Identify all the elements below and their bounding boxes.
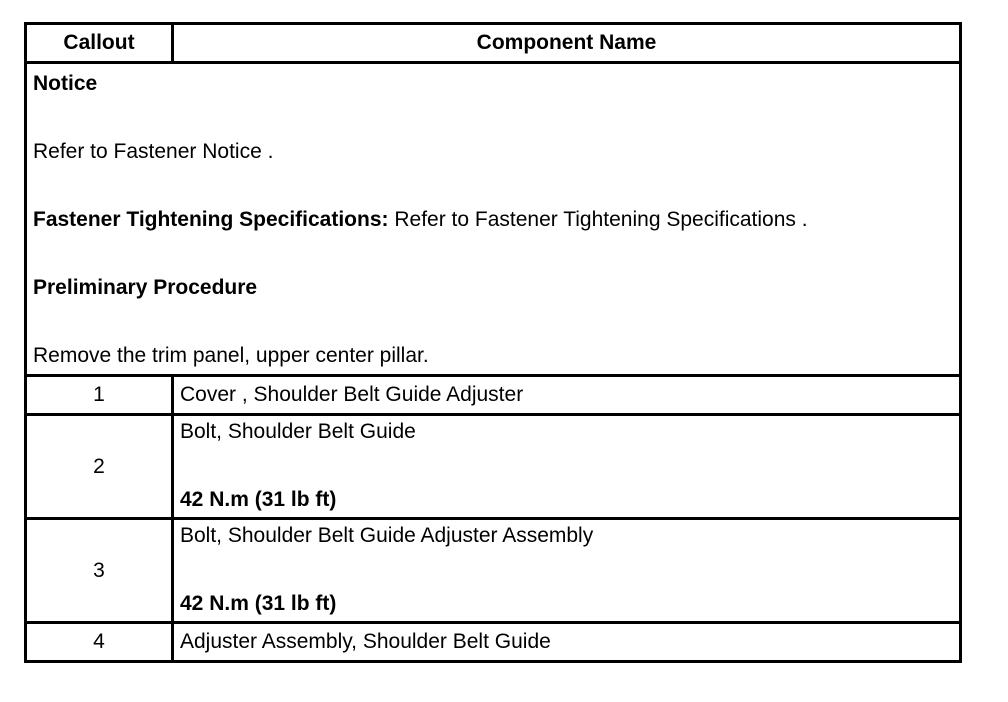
table-header-row	[26, 24, 961, 63]
table-row	[26, 519, 961, 623]
callout-cell: 1	[26, 376, 173, 415]
notice-refer-text: Refer to Fastener Notice .	[33, 140, 274, 163]
table-row	[26, 376, 961, 415]
fastener-spec-line	[33, 208, 953, 232]
component-name: Adjuster Assembly, Shoulder Belt Guide	[180, 630, 551, 653]
component-name-cell	[173, 623, 961, 662]
fastener-spec-text: Refer to Fastener Tightening Specifications .	[388, 208, 808, 231]
preliminary-procedure-title: Preliminary Procedure	[33, 276, 258, 299]
header-callout: Callout	[26, 24, 173, 63]
callout-cell: 3	[26, 519, 173, 623]
fastener-spec-label: Fastener Tightening Specifications:	[33, 208, 389, 231]
component-name: Bolt, Shoulder Belt Guide	[180, 420, 416, 443]
callout-cell: 2	[26, 415, 173, 519]
torque-spec: 42 N.m (31 lb ft)	[180, 592, 337, 615]
table-row	[26, 623, 961, 662]
component-name-cell	[173, 519, 961, 623]
torque-spec: 42 N.m (31 lb ft)	[180, 488, 337, 511]
component-name-cell	[173, 376, 961, 415]
callout-cell: 4	[26, 623, 173, 662]
component-table	[24, 22, 962, 663]
header-component-name: Component Name	[173, 24, 961, 63]
notice-title: Notice	[33, 72, 98, 95]
table-row	[26, 415, 961, 519]
component-name-cell	[173, 415, 961, 519]
component-name: Cover , Shoulder Belt Guide Adjuster	[180, 383, 524, 406]
preliminary-procedure-text: Remove the trim panel, upper center pillar.	[33, 344, 429, 367]
component-name: Bolt, Shoulder Belt Guide Adjuster Assembly	[180, 524, 594, 547]
notice-cell	[26, 63, 961, 376]
notice-row	[26, 63, 961, 376]
